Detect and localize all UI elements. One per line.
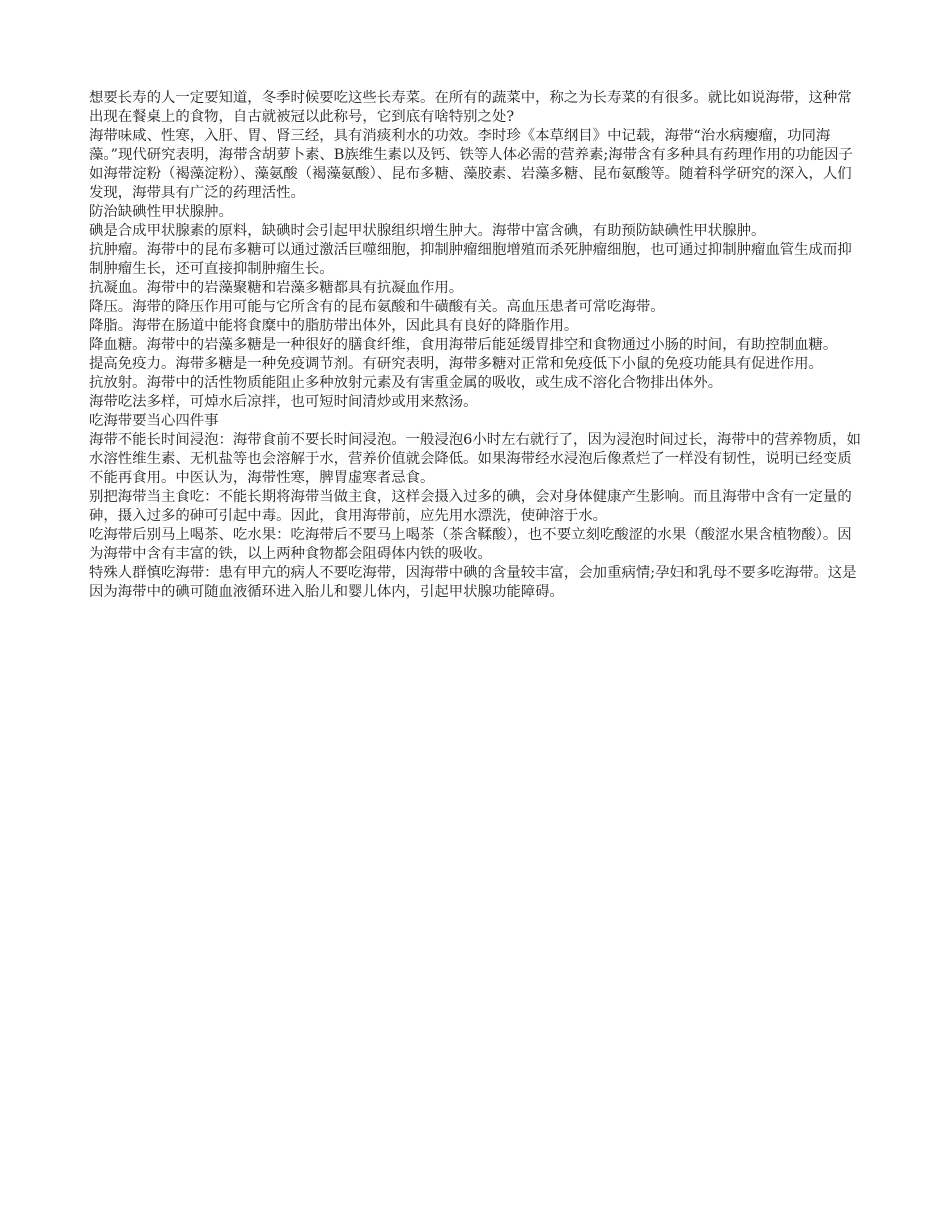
document-body [89,89,861,602]
paragraph-antitumor: 抗肿瘤。海带中的昆布多糖可以通过激活巨噬细胞，抑制肿瘤细胞增殖而杀死肿瘤细胞，也可通过抑制肿瘤血管生成而抑制肿瘤生长，还可直接抑制肿瘤生长。 [89,242,852,277]
paragraph-iodine: 碘是合成甲状腺素的原料，缺碘时会引起甲状腺组织增生肿大。海带中富含碘，有助预防缺碘性甲状腺肿。 [89,223,766,239]
paragraph-tea-fruit: 吃海带后别马上喝茶、吃水果：吃海带后不要马上喝茶（茶含鞣酸），也不要立刻吃酸涩的水果（酸涩水果含植物酸）。因为海带中含有丰富的铁，以上两种食物都会阻碍体内铁的吸收。 [89,527,852,562]
paragraph-properties: 海带味咸、性寒，入肝、胃、肾三经，具有消痰利水的功效。李时珍《本草纲目》中记载，海带“治水病瘿瘤，功同海藻。”现代研究表明，海带含胡萝卜素、B族维生素以及钙、铁等人体必需的营养素;海带含有多种具有药理作用的功能因子如海带淀粉（褐藻淀粉）、藻氨酸（褐藻氨酸）、昆布多糖、藻胶素、岩藻多糖、昆布氨酸等。随着科学研究的深入，人们发现，海带具有广泛的药理活性。 [89,128,853,201]
paragraph-blood-sugar: 降血糖。海带中的岩藻多糖是一种很好的膳食纤维，食用海带后能延缓胃排空和食物通过小肠的时间，有助控制血糖。 [89,337,838,353]
paragraph-heading-cautions: 吃海带要当心四件事 [89,413,219,429]
paragraph-blood-pressure: 降压。海带的降压作用可能与它所含有的昆布氨酸和牛磺酸有关。高血压患者可常吃海带。 [89,299,665,315]
paragraph-anticoagulant: 抗凝血。海带中的岩藻聚糖和岩藻多糖都具有抗凝血作用。 [89,280,464,296]
paragraph-lipids: 降脂。海带在肠道中能将食糜中的脂肪带出体外，因此具有良好的降脂作用。 [89,318,579,334]
paragraph-immunity: 提高免疫力。海带多糖是一种免疫调节剂。有研究表明，海带多糖对正常和免疫低下小鼠的免疫功能具有促进作用。 [89,356,823,372]
paragraph-special-groups: 特殊人群慎吃海带：患有甲亢的病人不要吃海带，因海带中碘的含量较丰富，会加重病情;孕妇和乳母不要多吃海带。这是因为海带中的碘可随血液循环进入胎儿和婴儿体内，引起甲状腺功能障碍。 [89,565,857,600]
paragraph-cooking: 海带吃法多样，可焯水后凉拌，也可短时间清炒或用来熬汤。 [89,394,478,410]
paragraph-heading-goiter: 防治缺碘性甲状腺肿。 [89,204,233,220]
paragraph-staple-food: 别把海带当主食吃：不能长期将海带当做主食，这样会摄入过多的碘，会对身体健康产生影响。而且海带中含有一定量的砷，摄入过多的砷可引起中毒。因此，食用海带前，应先用水漂洗，使砷溶于水。 [89,489,852,524]
paragraph-soaking: 海带不能长时间浸泡：海带食前不要长时间浸泡。一般浸泡6小时左右就行了，因为浸泡时间过长，海带中的营养物质，如水溶性维生素、无机盐等也会溶解于水，营养价值就会降低。如果海带经水浸泡后像煮烂了一样没有韧性，说明已经变质不能再食用。中医认为，海带性寒，脾胃虚寒者忌食。 [89,432,861,486]
paragraph-radiation: 抗放射。海带中的活性物质能阻止多种放射元素及有害重金属的吸收，或生成不溶化合物排出体外。 [89,375,723,391]
paragraph-intro: 想要长寿的人一定要知道，冬季时候要吃这些长寿菜。在所有的蔬菜中，称之为长寿菜的有很多。就比如说海带，这种常出现在餐桌上的食物，自古就被冠以此称号，它到底有啥特别之处? [89,90,852,125]
